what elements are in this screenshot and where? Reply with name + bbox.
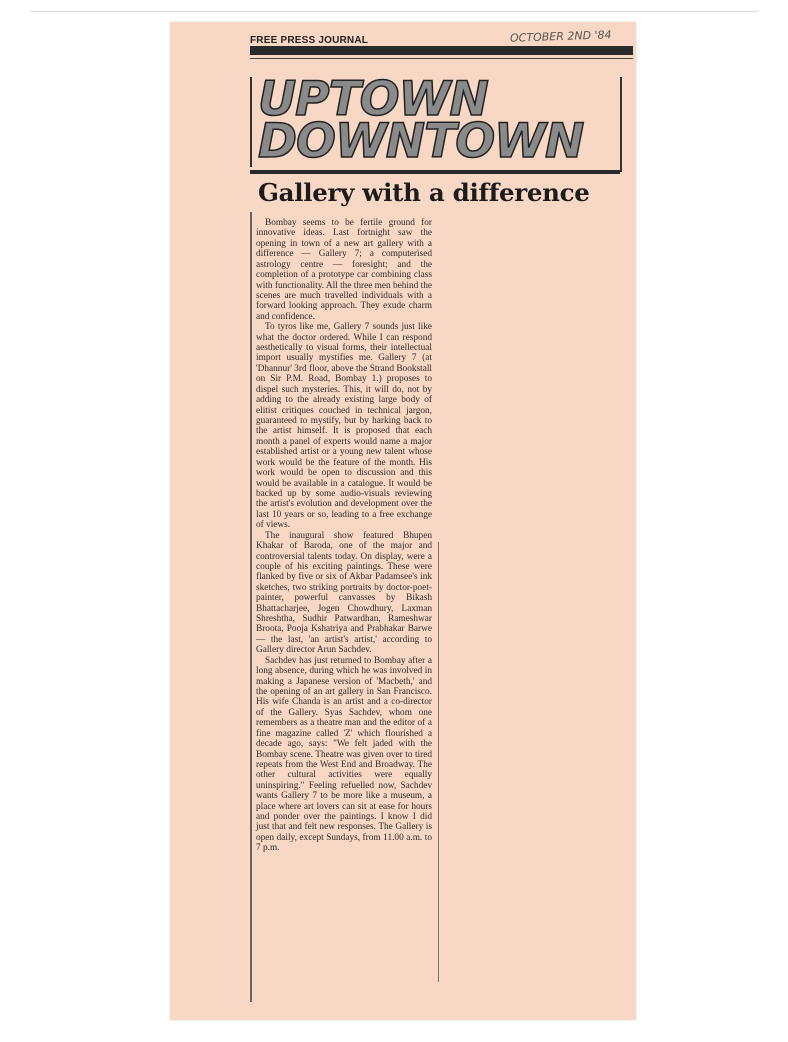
masthead-thin-rule bbox=[250, 58, 633, 59]
article-left-rule bbox=[250, 212, 252, 1002]
newspaper-name: FREE PRESS JOURNAL bbox=[250, 35, 369, 46]
article-paragraph: To tyros like me, Gallery 7 sounds just like what the doctor ordered. While I can respond aesthetically to visual forms, their intellectual import usually mystifies me. Gallery 7 (at 'Dhannur' 3rd floor, above the Strand Bookstall on Sir P.M. Road, Bombay 1.) proposes to dispel such mysteries. This, it will do, not by adding to the already existing large body of elitist critiques couched in technical jargon, guaranteed to mystify, but by harking back to the artist himself. It is proposed that each month a panel of experts would name a major established artist or a young new talent whose work would be the feature of the month. His work would be open to discussion and this would be available in a catalogue. It would be backed up by some audio-visuals reviewing the artist's evolution and development over the last 10 years or so, leading to a free exchange of views. bbox=[256, 322, 432, 531]
article-body bbox=[256, 218, 432, 854]
article-paragraph: Sachdev has just returned to Bombay after a long absence, during which he was involved in making a Japanese version of 'Macbeth,' and the opening of an art gallery in San Francisco. His wife Chanda is an artist and a co-director of the Gallery. Syas Sachdev, whom one remembers as a theatre man and the editor of a fine magazine called 'Z' which flourished a decade ago, says: "We felt jaded with the Bombay scene. Theatre was given over to tired repeats from the West End and Broadway. The other cultural activities were equally uninspiring." Feeling refuelled now, Sachdev wants Gallery 7 to be more like a museum, a place where art lovers can sit at ease for hours and ponder over the paintings. I know I did just that and felt new responses. The Gallery is open daily, except Sundays, from 11.00 a.m. to 7 p.m. bbox=[256, 655, 432, 854]
column-right-rule bbox=[438, 542, 439, 982]
article-paragraph: Bombay seems to be fertile ground for innovative ideas. Last fortnight saw the opening in town of a new art gallery with a difference — Gallery 7; a computerised astrology centre — foresight; and the completion of a prototype car combining class with functionality. All the three men behind the scenes are much travelled individuals with a forward looking approach. They exude charm and confidence. bbox=[256, 218, 432, 322]
masthead-right-rule bbox=[620, 77, 622, 172]
article-headline: Gallery with a difference bbox=[258, 178, 590, 207]
masthead-bottom-rule bbox=[250, 170, 620, 174]
masthead-line-2: DOWNTOWN bbox=[258, 114, 584, 169]
masthead-line-1: UPTOWN bbox=[258, 72, 488, 127]
newspaper-clipping bbox=[170, 22, 636, 1020]
masthead-top-bar bbox=[250, 46, 633, 55]
scan-edge-line bbox=[30, 11, 758, 12]
article-paragraph: The inaugural show featured Bhupen Khakar of Baroda, one of the major and controversial talents today. On display, were a couple of his exciting paintings. These were flanked by five or six of Akbar Padamsee's ink sketches, two striking portraits by doctor-poet-painter, powerful canvasses by Bikash Bhattacharjee, Jogen Chowdhury, Laxman Shreshtha, Sudhir Patwardhan, Rameshwar Broota, Pooja Kshatriya and Prabhakar Barwe — the last, 'an artist's artist,' according to Gallery director Arun Sachdev. bbox=[256, 530, 432, 656]
column-masthead bbox=[250, 72, 622, 169]
handwritten-date: OCTOBER 2ND '84 bbox=[509, 28, 612, 45]
